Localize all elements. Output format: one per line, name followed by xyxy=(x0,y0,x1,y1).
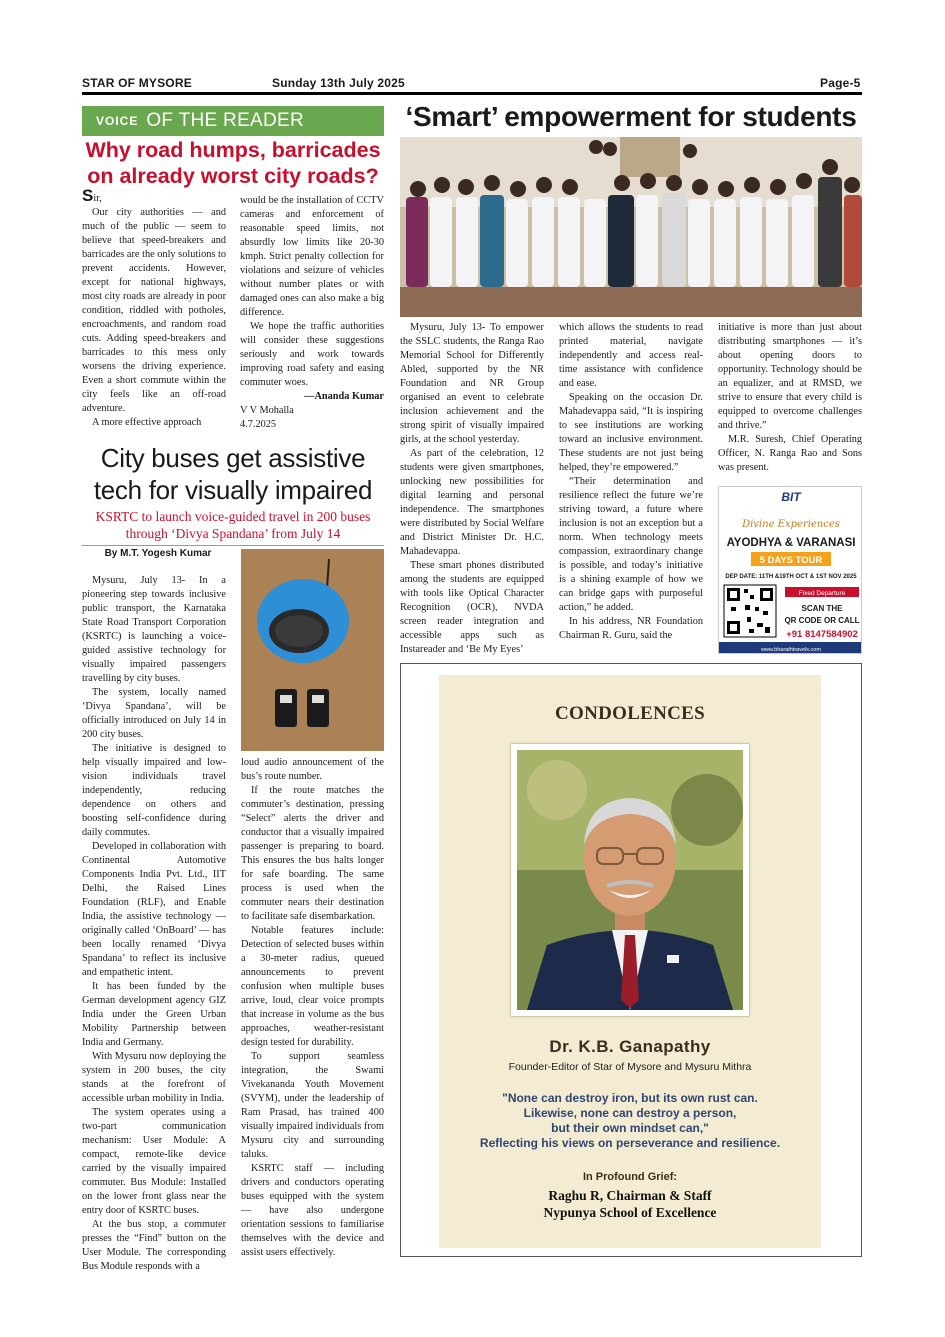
deceased-name: Dr. K.B. Ganapathy xyxy=(549,1037,711,1056)
condolence-from: Raghu R, Chairman & Staff Nypunya School of Excellence xyxy=(543,1188,717,1220)
letter-body-3: We hope the traffic authorities will consider these suggestions seriously and work towards improving road safety and easing commuter woes. xyxy=(240,321,384,388)
letter-signature: —Ananda Kumar xyxy=(304,391,384,402)
svg-text:QR CODE OR CALL: QR CODE OR CALL xyxy=(784,616,860,625)
header-rule xyxy=(82,92,862,95)
ad-website: www.bharathtravels.com xyxy=(761,647,821,653)
condolence-title: CONDOLENCES xyxy=(554,703,706,724)
buses-subheadline: KSRTC to launch voice-guided travel in 200 buses through ‘Divya Spandana’ from July 14 xyxy=(95,509,371,541)
buses-headline: City buses get assistive tech for visually impaired xyxy=(93,443,373,505)
smart-column-1: Mysuru, July 13- To empower the SSLC students, the Ranga Rao Memorial School for Differently Abled, supported by the NR Foundation and NR Group organised an event to celebrate inclusion achievement and the strong spirit of visually impaired girls, at the school yesterday. As part of the celebration, 12 students were given smartphones, unlocking new possibilities for digital learning and personal independence. The smartphones were distributed by Social Welfare and District Minister Dr. H.C. Mahadevappa. These smart phones distributed among the students are equipped with tools like Optical Character Recognition (OCR), NVDA screen reader integration and accessible apps such as Instareader and ‘Be My Eyes’ xyxy=(400,322,544,655)
letter-column-1 xyxy=(82,186,226,430)
buses-column-1: Mysuru, July 13- In a pioneering step towards inclusive public transport, the Karnataka State Road Transport Corporation (KSRTC) is launching a voice-guided assistive technology for visually impaired passengers travelling by city buses. The system, locally named ‘Divya Spandana’, will be officially introduced on July 14 in 200 city buses. The initiative is designed to help visually impaired and low-vision individuals travel independently, reducing dependence on others and boosting self-confidence during daily commutes. Developed in collaboration with Continental Automotive Components India Pvt. Ltd., IIT Delhi, the Raised Lines Foundation (RLF), and Enable India, the assistive technology — originally called ‘OnBoard’ — has been locally renamed ‘Divya Spandana’ to reflect its inclusive and empathetic intent. It has been funded by the German development agency GIZ India under the Green Urban Mobility Partnership between India and Germany. With Mysuru now deploying the system in 200 buses, the city stands at the forefront of accessible urban mobility in India. The system operates using a two-part communication mechanism: User Module: A compact, remote-like device carried by the visually impaired commuter. Bus Module: Installed on the lower front glass near the entry door of KSRTC buses. At the bus stop, a commuter presses the “Find” button on the User Module. The corresponding Bus Module responds with a xyxy=(82,575,227,1272)
smart-headline: ‘Smart’ empowerment for students xyxy=(405,101,857,132)
masthead: STAR OF MYSORE xyxy=(82,76,192,90)
salutation-cap: S xyxy=(82,186,94,205)
tour-ad-artwork xyxy=(719,487,862,654)
ad-dates: DEP DATE: 11TH &19TH OCT & 1ST NOV 2025 xyxy=(725,574,857,580)
letter-address: V V Mohalla xyxy=(240,405,294,416)
letter-body-tail: A more effective approach xyxy=(92,417,202,428)
ad-duration: 5 DAYS TOUR xyxy=(759,555,823,566)
ad-tagline: Divine Experiences xyxy=(742,519,840,530)
voice-of-reader-band xyxy=(82,106,384,136)
letter-body-2: would be the installation of CCTV cameras and enforcement of reasonable speed limits, not absurdly low limits like 20-30 kmph. Strict penalty collection for violations and seizure of vehicles without number plates or with damaged ones can also make a big difference. xyxy=(240,195,384,318)
svg-text:SCAN THE: SCAN THE xyxy=(801,604,843,613)
buses-column-2: loud audio announcement of the bus’s route number. If the route matches the commuter’s destination, pressing “Select” alerts the driver and conductor that a visually impaired passenger is preparing to board. This ensures the bus halts longer for safe boarding. The same process is used when the commuter nears their destination to facilitate safe disembarkation. Notable features include: Detection of selected buses within a 30-meter radius, queued announcements to prevent confusion when multiple buses arrive, loud, clear voice prompts that increase in volume as the bus approaches, weather-resistant design tested for durability. To support seamless integration, the Swami Vivekananda Youth Movement (SVYM), under the leadership of Ram Prasad, has trained 400 visually impaired individuals from Mysuru city and surrounding taluks. KSRTC staff — including drivers and conductors operating buses equipped with the system — have also undergone orientation sessions to familiarise themselves with the device and assist users effectively. xyxy=(241,757,384,1258)
voice-kicker: VOICE xyxy=(96,114,139,128)
deceased-role: Founder-Editor of Star of Mysore and Mysuru Mithra xyxy=(508,1061,752,1073)
ad-destination: AYODHYA & VARANASI xyxy=(726,537,856,549)
grief-label: In Profound Grief: xyxy=(582,1171,678,1183)
smart-column-2: which allows the students to read printed material, navigate independently and access real-time assistance with confidence and ease. Speaking on the occasion Dr. Mahadevappa said, “It is inspiring to see institutions are working toward an inclusive environment. These students are not just being helped, they’re empowered.” “Their determination and resilience reflect the future we’re striving toward, a future where inclusion is not an exception but a norm. When technology meets compassion, extraordinary change is possible, and today’s initiative is a shining example of how we can bridge gaps with purposeful action,” he added. In his address, NR Foundation Chairman R. Guru, said the xyxy=(559,322,703,641)
assistive-device-photo xyxy=(241,549,384,751)
group-photo-illustration xyxy=(400,137,862,317)
device-illustration xyxy=(241,549,384,751)
condolence-quote: "None can destroy iron, but its own rust can. Likewise, none can destroy a person, but their own mindset can," Reflecting his views on perseverance and resilience. xyxy=(479,1091,781,1150)
letter-column-2 xyxy=(240,194,384,432)
smart-column-3: initiative is more than just about distributing smartphones — it’s about opening doors to opportunity. Technology should be an equalizer, and at RMSD, we strive to ensure that every child is equipped to overcome challenges and thrive.” M.R. Suresh, Chief Operating Officer, N. Ranga Rao and Sons was present. xyxy=(718,322,862,473)
portrait-illustration xyxy=(517,750,743,1010)
qr-code-icon xyxy=(724,585,776,637)
ad-phone: +91 8147584902 xyxy=(786,629,858,640)
portrait-photo xyxy=(511,744,749,1016)
letter-body-1: Our city authorities — and much of the public — seem to believe that speed-breakers and barricades are the only solutions to prevent accidents. However, except for national highways, most city roads are already in poor condition, riddled with potholes, encroachments, and random road cuts. Adding speed-breakers and barricades to this mess only worsens the driving experience. Even a short commute within the city feels like an off-road adventure. xyxy=(82,207,226,414)
ad-logo: BIT xyxy=(781,490,801,504)
page-number: Page-5 xyxy=(820,76,861,90)
tour-advertisement[interactable] xyxy=(718,486,862,654)
letter-headline: Why road humps, barricades on already worst city roads? xyxy=(85,138,381,188)
letter-date: 4.7.2025 xyxy=(240,419,277,430)
byline: By M.T. Yogesh Kumar xyxy=(104,548,212,559)
students-group-photo xyxy=(400,137,862,317)
issue-date: Sunday 13th July 2025 xyxy=(272,76,405,90)
of-the-reader-kicker: OF THE READER xyxy=(146,110,305,131)
salutation-rest: ir, xyxy=(93,193,102,204)
buses-subhead-rule xyxy=(82,545,384,546)
ad-badge: Fixed Departure xyxy=(798,590,846,597)
